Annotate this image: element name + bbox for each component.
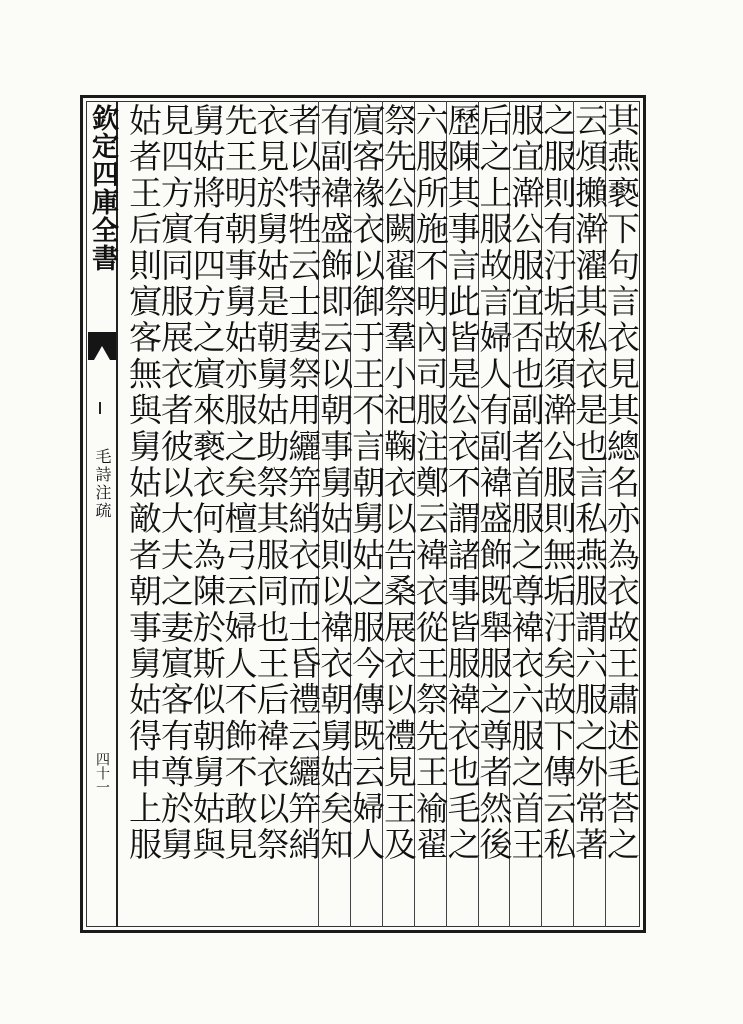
text-column: 其燕褻下句言衣見其總名亦為衣故王肅述毛荅之 <box>602 103 641 864</box>
library-title: 欽定四庫全書 <box>87 104 118 272</box>
page-number: 四十一 <box>94 752 110 794</box>
text-column: 者以特牲云士妻祭用纚笄綃衣而士昏禮云纚笄綃 <box>283 103 323 864</box>
margin-tick-mark <box>99 402 101 414</box>
book-title: 毛詩注疏 <box>93 448 112 520</box>
text-column: 姑者王后則賔客無與舅姑敵者朝事舅姑得申上服 <box>124 103 163 864</box>
text-column: 歷陳其事言此皆是公衣不謂諸事皆服褘衣也毛之 <box>442 103 482 864</box>
text-column: 舅姑將有四方之賔來褻衣何為陳於斯似朝舅姑與 <box>187 103 227 864</box>
text-column: 祭先公闕翟祭羣小祀鞠衣以告桑展衣以禮見王及 <box>378 103 418 864</box>
text-column: 見四方賔同服展衣者彼以大夫之妻賔客有尊於舅 <box>155 103 195 864</box>
text-column: 有副褘盛飾即云以朝事舅姑則以褘衣朝舅姑矣知 <box>315 103 355 864</box>
text-column: 賔客褖衣以御于王不言朝舅姑之服今傳既云婦人 <box>347 103 387 864</box>
text-column: 服宜澣公服宜否也副者首服之尊褘衣六服之首王 <box>506 103 546 864</box>
text-column: 云煩攋澣濯其私衣是也言私燕服謂六服之外常著 <box>570 103 610 864</box>
text-column: 六服所施不明內司服注鄭云褘衣從王祭先王褕翟 <box>410 103 450 864</box>
fish-tail-mark-icon <box>88 332 116 360</box>
text-column: 衣見於舅姑是朝舅姑助祭其服同也王后褘衣以祭 <box>251 103 291 864</box>
text-column: 之服則有汙垢故須澣公服則無垢汙矣故下傳云私 <box>538 103 578 864</box>
text-column: 先王明朝事舅姑亦服之矣檀弓云婦人不飾不敢見 <box>219 103 259 864</box>
text-column: 后之上服故言婦人有副褘盛飾既舉服之尊者然後 <box>474 103 514 864</box>
